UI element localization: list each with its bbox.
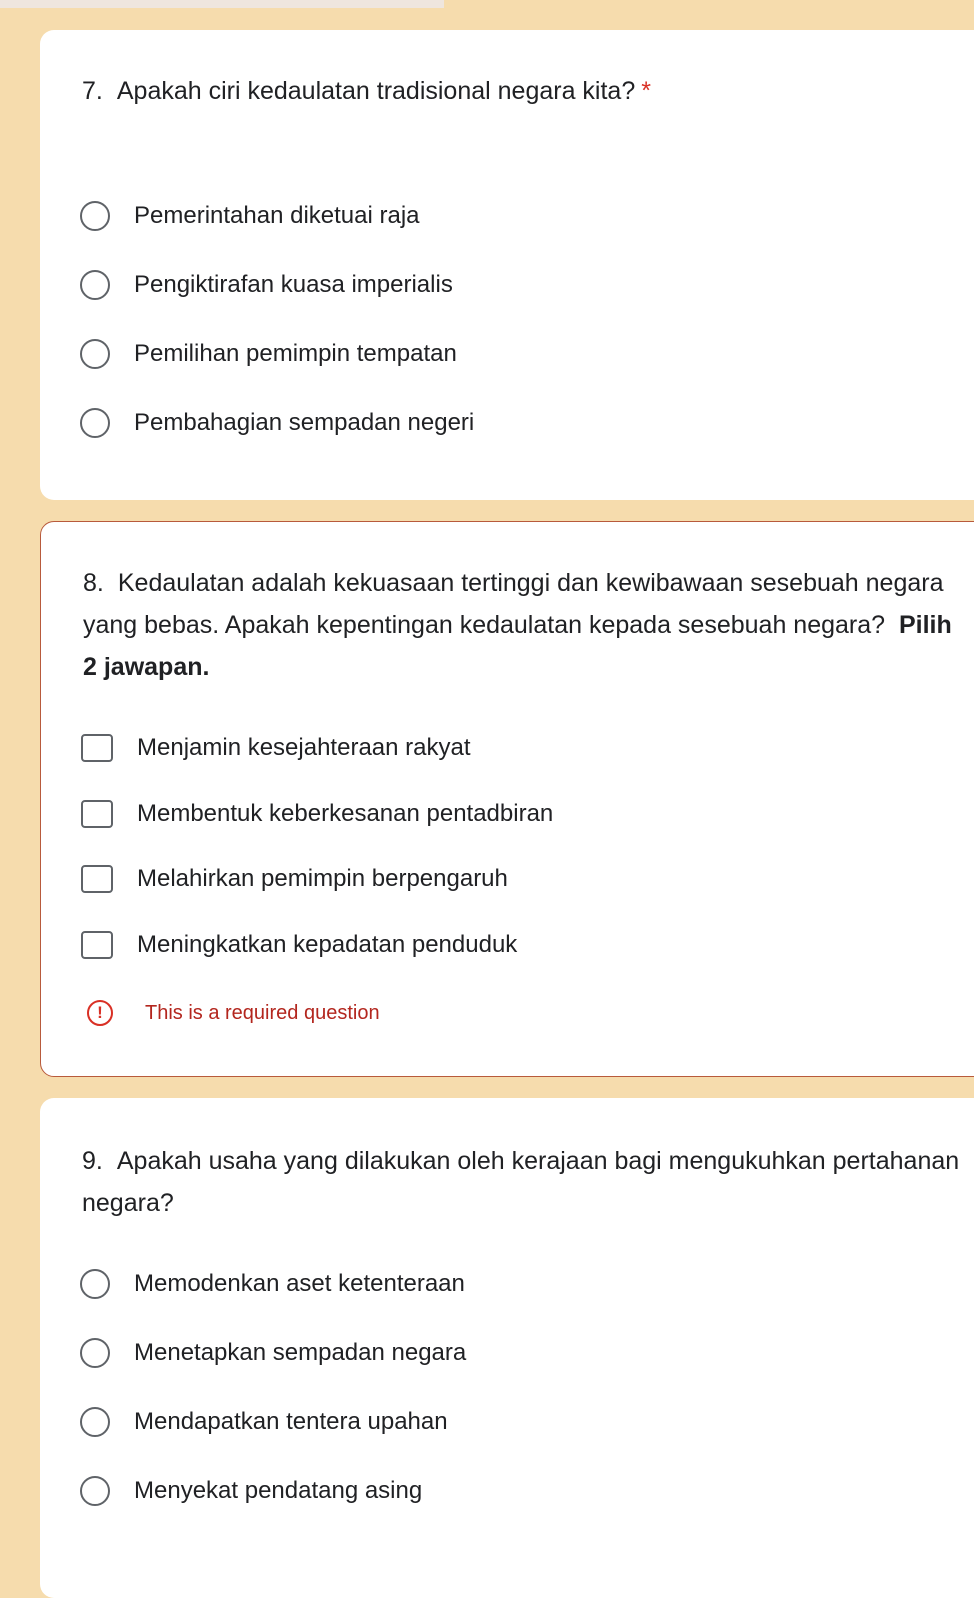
- error-alert-icon: !: [87, 1000, 113, 1026]
- option-label: Pengiktirafan kuasa imperialis: [134, 271, 453, 298]
- option-label: Membentuk keberkesanan pentadbiran: [137, 800, 554, 827]
- option-label: Menetapkan sempadan negara: [134, 1339, 467, 1366]
- radio-button[interactable]: [80, 1476, 110, 1506]
- radio-button[interactable]: [80, 339, 110, 369]
- question-number: 9.: [82, 1147, 103, 1175]
- radio-option[interactable]: [80, 1264, 465, 1304]
- radio-option[interactable]: [80, 1333, 466, 1373]
- option-label: Meningkatkan kepadatan penduduk: [137, 931, 518, 958]
- radio-button[interactable]: [80, 1269, 110, 1299]
- question-text: Kedaulatan adalah kekuasaan tertinggi dan kewibawaan sesebuah negara yang bebas. Apakah kepentingan kedaulatan kepada sesebuah negara?: [83, 569, 944, 639]
- required-error: [87, 998, 380, 1028]
- option-label: Menyekat pendatang asing: [134, 1477, 423, 1504]
- progress-bar-fill: [0, 0, 444, 8]
- question-card-9: [40, 1098, 974, 1598]
- radio-option[interactable]: [80, 265, 453, 305]
- question-title: [82, 70, 962, 112]
- checkbox[interactable]: [81, 734, 113, 762]
- option-label: Memodenkan aset ketenteraan: [134, 1270, 465, 1297]
- checkbox[interactable]: [81, 800, 113, 828]
- question-title: [83, 562, 963, 688]
- progress-bar: [0, 0, 974, 10]
- radio-option[interactable]: [80, 196, 420, 236]
- checkbox-option[interactable]: [81, 728, 471, 768]
- question-number: 7.: [82, 77, 103, 105]
- option-label: Menjamin kesejahteraan rakyat: [137, 734, 471, 761]
- question-instruction: Pilih 2 jawapan.: [83, 611, 952, 681]
- radio-option[interactable]: [80, 1402, 448, 1442]
- required-asterisk: *: [641, 77, 651, 105]
- checkbox[interactable]: [81, 865, 113, 893]
- radio-button[interactable]: [80, 408, 110, 438]
- question-text: Apakah usaha yang dilakukan oleh kerajaan bagi mengukuhkan pertahanan negara?: [82, 1147, 960, 1217]
- question-card-7: [40, 30, 974, 500]
- checkbox-option[interactable]: [81, 925, 517, 965]
- error-message: This is a required question: [145, 1001, 380, 1024]
- radio-button[interactable]: [80, 270, 110, 300]
- question-card-8: [40, 521, 974, 1077]
- radio-button[interactable]: [80, 1338, 110, 1368]
- question-text: Apakah ciri kedaulatan tradisional negara kita?: [116, 77, 636, 105]
- option-label: Melahirkan pemimpin berpengaruh: [137, 865, 508, 892]
- checkbox-option[interactable]: [81, 794, 553, 834]
- option-label: Pemerintahan diketuai raja: [134, 202, 420, 229]
- option-label: Pemilihan pemimpin tempatan: [134, 340, 457, 367]
- radio-button[interactable]: [80, 201, 110, 231]
- radio-option[interactable]: [80, 334, 457, 374]
- radio-option[interactable]: [80, 403, 474, 443]
- option-label: Pembahagian sempadan negeri: [134, 409, 475, 436]
- checkbox[interactable]: [81, 931, 113, 959]
- question-number: 8.: [83, 569, 104, 597]
- question-title: [82, 1140, 962, 1224]
- radio-option[interactable]: [80, 1471, 422, 1511]
- checkbox-option[interactable]: [81, 859, 508, 899]
- option-label: Mendapatkan tentera upahan: [134, 1408, 448, 1435]
- radio-button[interactable]: [80, 1407, 110, 1437]
